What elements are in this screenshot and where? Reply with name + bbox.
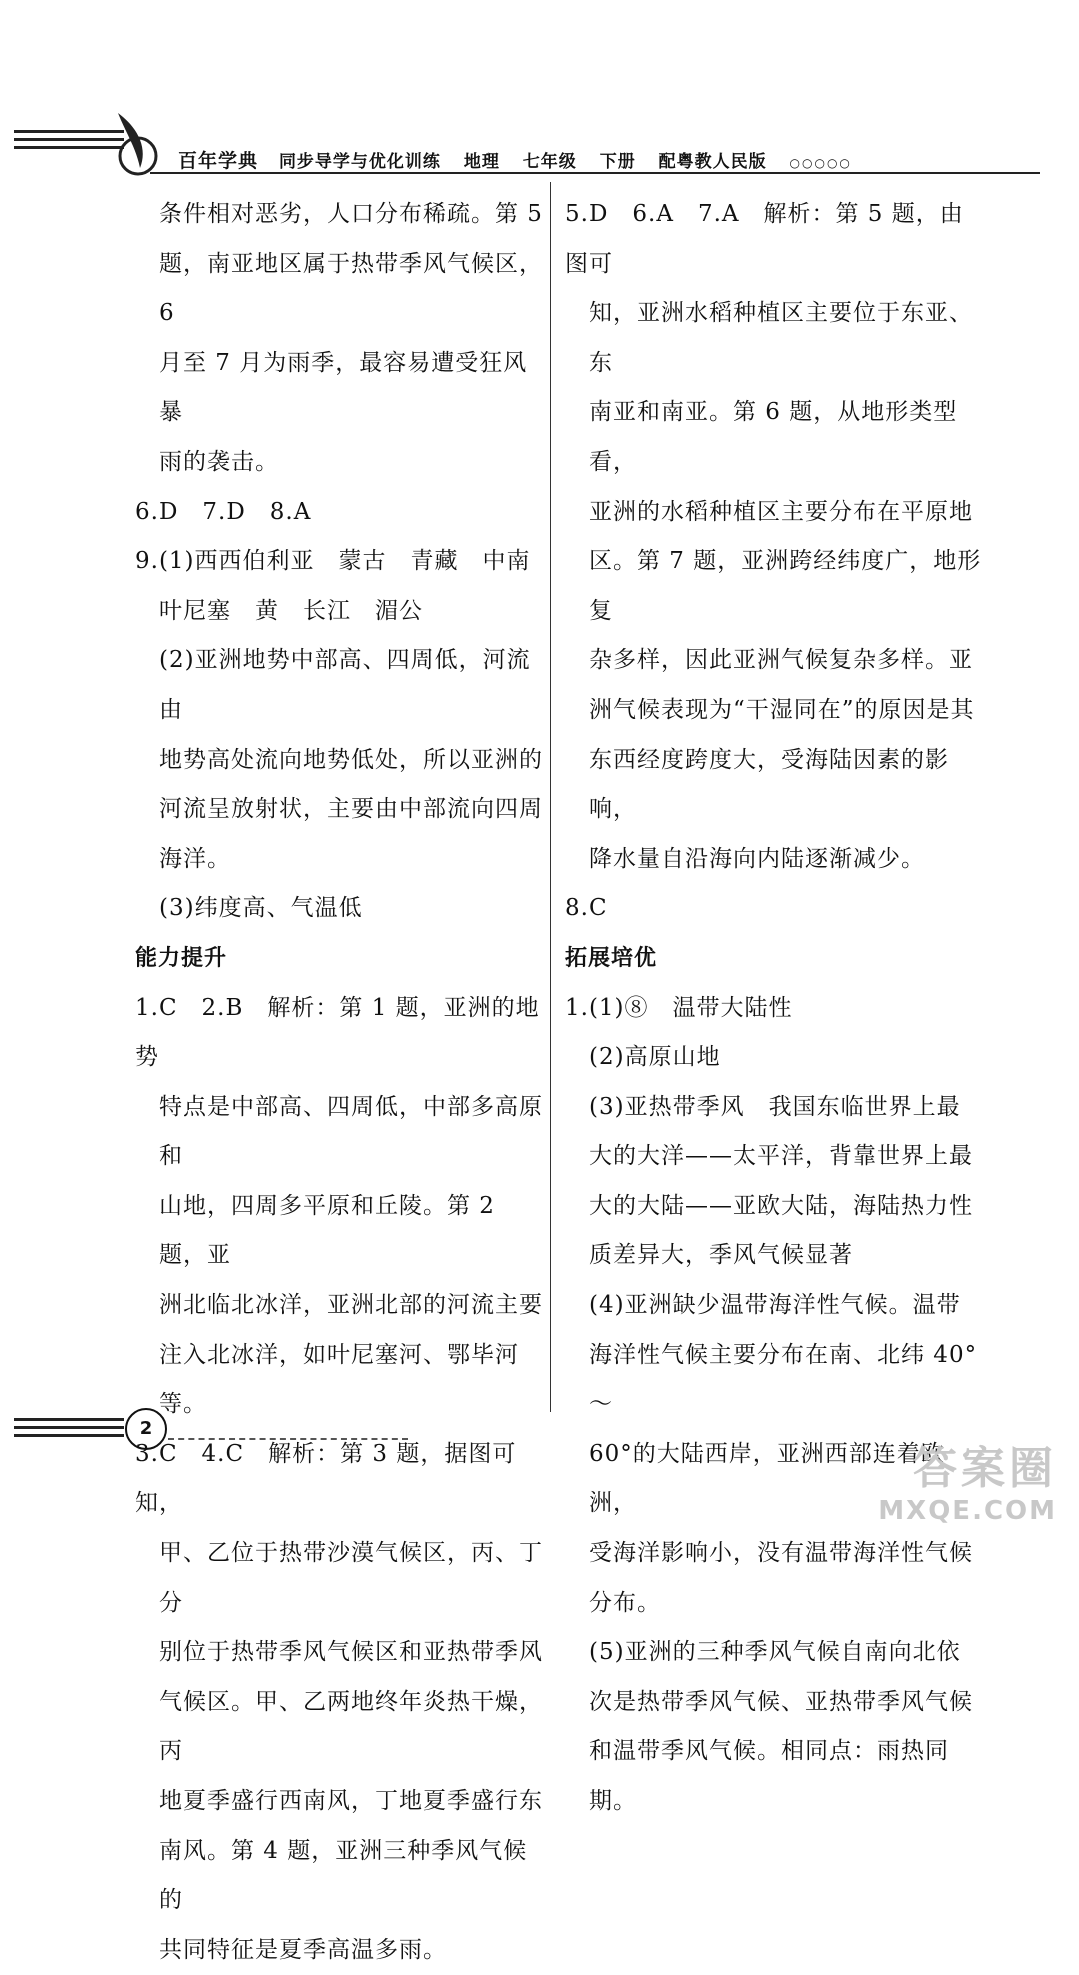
answer-line: 叶尼塞 黄 长江 湄公 bbox=[159, 597, 423, 624]
left-column bbox=[135, 190, 545, 1975]
answer-line: 受海洋影响小，没有温带海洋性气候 bbox=[589, 1540, 973, 1567]
answer-line: 和温带季风气候。相同点：雨热同期。 bbox=[589, 1738, 949, 1814]
answer-line: 分布。 bbox=[589, 1589, 661, 1616]
answer-line: 60°的大陆西岸，亚洲西部连着欧洲， bbox=[589, 1440, 945, 1517]
answer-line: 质差异大，季风气候显著 bbox=[589, 1242, 853, 1269]
answer-line: 题，南亚地区属于热带季风气候区，6 bbox=[159, 250, 543, 327]
answer-line: 南亚和南亚。第 6 题，从地形类型看， bbox=[589, 399, 958, 475]
answer-line: 杂多样，因此亚洲气候复杂多样。亚 bbox=[589, 647, 973, 674]
answer-line: (2)高原山地 bbox=[589, 1044, 721, 1071]
brand: 百年学典 bbox=[178, 150, 259, 172]
answer-line: 河流呈放射状，主要由中部流向四周 bbox=[159, 796, 543, 823]
answer-line: 地势高处流向地势低处，所以亚洲的 bbox=[159, 746, 543, 773]
answer-line: 区。第 7 题，亚洲跨经纬度广，地形复 bbox=[589, 548, 982, 624]
answer-line: 1.(1)⑧ 温带大陆性 bbox=[565, 994, 793, 1021]
answer-line: 5.D 6.A 7.A 解析：第 5 题，由图可 bbox=[565, 201, 964, 277]
answer-line: 次是热带季风气候、亚热带季风气候 bbox=[589, 1688, 973, 1715]
answer-line: (3)亚热带季风 我国东临世界上最 bbox=[589, 1093, 961, 1120]
answer-line: 特点是中部高、四周低，中部多高原和 bbox=[159, 1093, 543, 1170]
header-rule bbox=[150, 172, 1040, 174]
answer-line: 洲北临北冰洋，亚洲北部的河流主要 bbox=[159, 1292, 543, 1319]
answer-line: 9.(1)西西伯利亚 蒙古 青藏 中南 bbox=[135, 548, 531, 575]
header-dots: ○○○○○ bbox=[789, 156, 852, 170]
answer-line: (2)亚洲地势中部高、四周低，河流由 bbox=[159, 647, 531, 723]
watermark bbox=[878, 1432, 1057, 1526]
answer-line: 6.D 7.D 8.A bbox=[135, 498, 312, 525]
quill-icon bbox=[108, 108, 168, 178]
answer-line: 亚洲的水稻种植区主要分布在平原地 bbox=[589, 498, 973, 525]
answer-line: 洲气候表现为“干湿同在”的原因是其 bbox=[589, 696, 975, 723]
answer-line: 别位于热带季风气候区和亚热带季风 bbox=[159, 1639, 543, 1666]
answer-line: 降水量自沿海向内陆逐渐减少。 bbox=[589, 845, 925, 872]
footer-decoration bbox=[14, 1418, 124, 1442]
header-item: 配粤教人民版 bbox=[658, 152, 767, 172]
answer-line: 大的大陆——亚欧大陆，海陆热力性 bbox=[589, 1192, 973, 1219]
answer-line: 共同特征是夏季高温多雨。 bbox=[159, 1936, 447, 1963]
answer-line: (4)亚洲缺少温带海洋性气候。温带 bbox=[589, 1292, 961, 1319]
answer-line: 海洋性气候主要分布在南、北纬 40°～ bbox=[589, 1341, 978, 1418]
watermark-logo: 答案圈 bbox=[913, 1443, 1057, 1494]
answer-line: 知，亚洲水稻种植区主要位于东亚、东 bbox=[589, 300, 973, 376]
answer-line: 甲、乙位于热带沙漠气候区，丙、丁分 bbox=[159, 1540, 543, 1616]
header-title bbox=[178, 146, 852, 173]
section-heading: 拓展培优 bbox=[565, 945, 658, 971]
column-divider bbox=[550, 182, 551, 1412]
answer-line: (3)纬度高、气温低 bbox=[159, 895, 363, 922]
header-item: 七年级 bbox=[522, 152, 577, 172]
watermark-url: MXQE.COM bbox=[878, 1496, 1057, 1526]
answer-line: 大的大洋——太平洋，背靠世界上最 bbox=[589, 1143, 973, 1170]
answer-line: 山地，四周多平原和丘陵。第 2 题，亚 bbox=[159, 1192, 495, 1269]
answer-line: 南风。第 4 题，亚洲三种季风气候的 bbox=[159, 1837, 528, 1914]
answer-line: 条件相对恶劣，人口分布稀疏。第 5 bbox=[159, 201, 543, 227]
header-item: 同步导学与优化训练 bbox=[278, 152, 441, 172]
answer-line: 注入北冰洋，如叶尼塞河、鄂毕河等。 bbox=[159, 1341, 519, 1418]
answer-line: 东西经度跨度大，受海陆因素的影响， bbox=[589, 746, 949, 823]
footer-dash bbox=[168, 1438, 408, 1440]
answer-line: 8.C bbox=[565, 895, 608, 922]
header-item: 下册 bbox=[599, 152, 636, 172]
answer-line: 气候区。甲、乙两地终年炎热干燥，丙 bbox=[159, 1688, 543, 1765]
section-heading: 能力提升 bbox=[135, 945, 228, 971]
page-number: 2 bbox=[125, 1408, 167, 1450]
answer-line: 雨的袭击。 bbox=[159, 448, 279, 475]
answer-line: 海洋。 bbox=[159, 845, 231, 872]
header-item: 地理 bbox=[463, 152, 500, 172]
answer-line: 1.C 2.B 解析：第 1 题，亚洲的地势 bbox=[135, 994, 540, 1071]
answer-line: 3.C 4.C 解析：第 3 题，据图可知， bbox=[135, 1440, 517, 1517]
answer-line: 地夏季盛行西南风，丁地夏季盛行东 bbox=[159, 1788, 543, 1814]
answer-line: (5)亚洲的三种季风气候自南向北依 bbox=[589, 1639, 961, 1666]
answer-line: 月至 7 月为雨季，最容易遭受狂风暴 bbox=[159, 349, 528, 426]
right-column bbox=[565, 190, 985, 1827]
